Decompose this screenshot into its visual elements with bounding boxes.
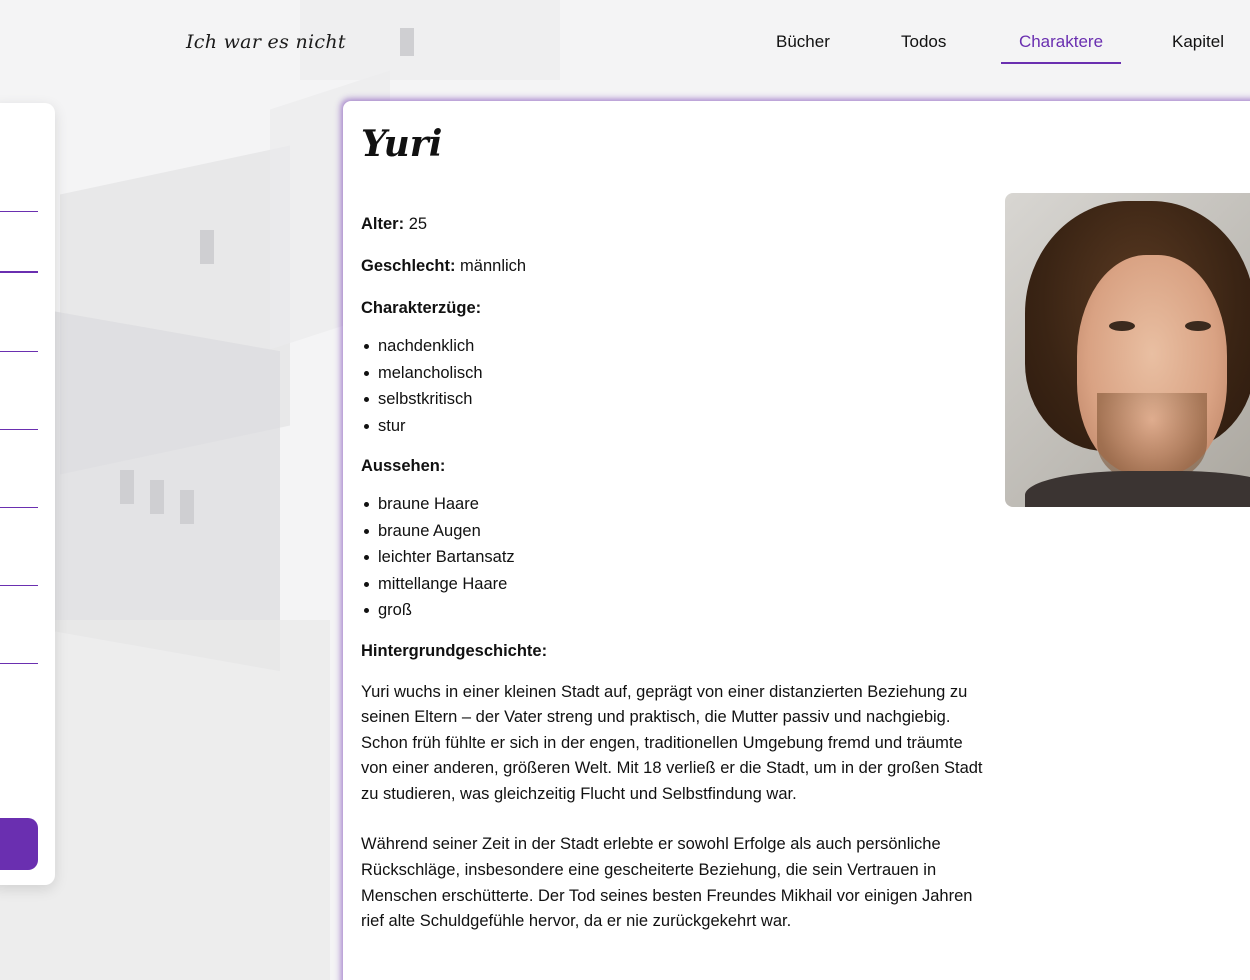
tab-charaktere[interactable]: Charaktere <box>1001 32 1121 64</box>
traits-label: Charakterzüge: <box>361 299 482 317</box>
sidebar-item-divider[interactable] <box>0 585 38 586</box>
sidebar-item-active[interactable] <box>0 271 38 273</box>
character-sidebar <box>0 103 55 885</box>
backstory-text <box>361 680 991 935</box>
traits-list <box>361 333 991 439</box>
list-item: selbstkritisch <box>361 386 991 413</box>
character-name: Yuri <box>361 123 443 165</box>
backstory-paragraph: Während seiner Zeit in der Stadt erlebte er sowohl Erfolge als auch persönliche Rückschläge, insbesondere eine gescheiterte Beziehung, die sein Vertrauen in Menschen erschütterte. Der Tod seines besten Freundes Mikhail vor einigen Jahren rief alte Schuldgefühle hervor, da er nie zurückgekehrt war. <box>361 835 973 931</box>
list-item: mittellange Haare <box>361 571 991 598</box>
character-portrait <box>1005 193 1250 507</box>
tab-kapitel[interactable]: Kapitel <box>1172 32 1224 51</box>
sidebar-item-divider[interactable] <box>0 429 38 430</box>
list-item: nachdenklich <box>361 333 991 360</box>
list-item: braune Augen <box>361 518 991 545</box>
sidebar-item-divider[interactable] <box>0 663 38 664</box>
list-item: groß <box>361 597 991 624</box>
sidebar-action-button[interactable] <box>0 818 38 870</box>
sidebar-item-divider[interactable] <box>0 211 38 212</box>
gender-value: männlich <box>460 257 527 275</box>
age-row <box>361 213 991 235</box>
backstory-paragraph: Yuri wuchs in einer kleinen Stadt auf, geprägt von einer distanzierten Beziehung zu seinen Eltern – der Vater streng und praktisch, die Mutter passiv und nachgiebig. Schon früh fühlte er sich in der engen, traditionellen Umgebung fremd und träumte von einer anderen, größeren Welt. Mit 18 verließ er die Stadt, um in der großen Stadt zu studieren, was gleichzeitig Flucht und Selbstfindung war. <box>361 682 983 803</box>
gender-label: Geschlecht: <box>361 257 456 275</box>
list-item: stur <box>361 413 991 440</box>
sidebar-item-divider[interactable] <box>0 351 38 352</box>
age-value: 25 <box>408 215 428 233</box>
character-details <box>361 213 991 960</box>
character-detail-card <box>343 101 1250 980</box>
appearance-list <box>361 491 991 624</box>
tab-todos[interactable]: Todos <box>901 32 947 51</box>
appearance-label: Aussehen: <box>361 457 446 475</box>
list-item: braune Haare <box>361 491 991 518</box>
list-item: melancholisch <box>361 360 991 387</box>
list-item: leichter Bartansatz <box>361 544 991 571</box>
tab-buecher[interactable]: Bücher <box>776 32 830 51</box>
main-nav <box>0 32 1250 72</box>
backstory-label: Hintergrundgeschichte: <box>361 641 548 660</box>
top-bar <box>0 0 1250 90</box>
app-brand[interactable]: Ich war es nicht <box>186 31 346 53</box>
sidebar-item-divider[interactable] <box>0 507 38 508</box>
age-label: Alter: <box>361 215 405 233</box>
gender-row <box>361 255 991 277</box>
